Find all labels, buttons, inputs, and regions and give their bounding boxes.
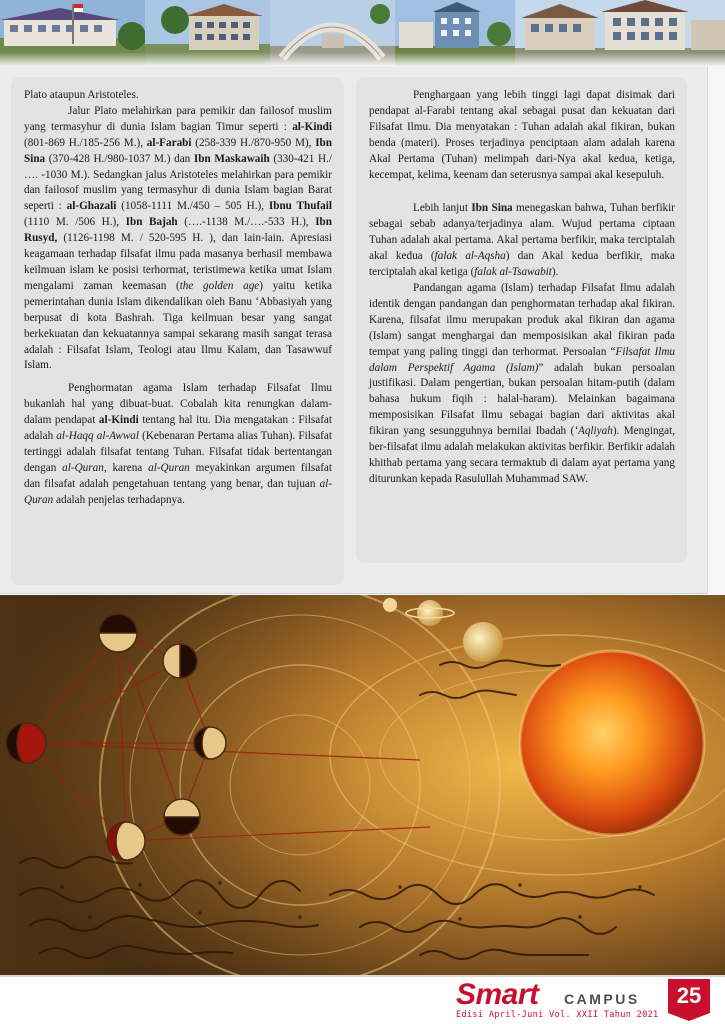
paragraph-al-farabi: Penghargaan yang lebih tinggi lagi dapat disimak dari pendapat al-Farabi tentang akal sebagai pusat dan kekuatan dari Filsafat Ilmu. Dia menyatakan : Tuhan adalah akal fikiran, bukan benda (materi). Proses terjadinya penciptaan alam adalah karena Akal Pertama (Tuhan) melimpah dari-Nya akal kedua, ketiga, kecempat, kelima, keenam dan seterusnya sampai akal kesepuluh. [369, 89, 675, 181]
text-run: menegaskan bahwa, Tuhan berfikir sebagai sebab adanya/terjadinya alam. Wujud pertama ciptaan Tuhan adalah akal pertama. Akal pertama berfikir, maka terciptalah akal kedua ( [369, 202, 675, 263]
paragraph-ibn-sina [369, 201, 675, 281]
term-aqliyah: ‘Aqliyah [574, 425, 613, 438]
text-run: , karena [103, 461, 149, 474]
text-run: Lebih lanjut [413, 202, 472, 215]
text-run: meyakinkan argumen filsafat dan filsafat adalah pengetahuan tentang yang benar, dan tujuan [24, 461, 332, 490]
text-run: ). [551, 266, 559, 279]
text-run: ” adalah bukan persoalan justifikasi. Dalam pengertian, bukan persoalan hitam-putih (dalam bahasa hukum fiqih : halal-haram). Melainkan bagaimana memposisikan Filsafat Ilmu sebagai bagian dari aktivitas akal fikiran yang sesungguhnya bernilai Ibadah ( [369, 361, 675, 438]
name-al-kindi: al-Kindi [98, 414, 139, 427]
name-ibnu-thufail: Ibnu Thufail [268, 200, 332, 213]
text-run: tentang hal itu. Dia mengatakan : Filsafat adalah [24, 414, 332, 443]
name-al-kindi: al-Kindi [292, 120, 332, 133]
text-run: Pandangan agama (Islam) terhadap Filsafat Ilmu adalah identik dengan pandangan dan penghormatan terhadap akal fikiran. Karena, filsafat ilmu merupakan produk akal fikiran dan agama (Islam) sangat menghargai dan memposisikan akal fikiran pada tempat yang paling tinggi dan terhormat. Persoalan “ [369, 281, 675, 358]
name-ibn-sina: Ibn Sina [471, 202, 513, 215]
paragraph-plato-aristoteles [24, 104, 332, 374]
term-al-quran: al-Quran [24, 477, 332, 506]
term-al-quran: al-Quran [148, 461, 190, 474]
text-run: adalah penjelas terhadapnya. [53, 493, 185, 506]
paragraph-pandangan-agama [369, 281, 675, 488]
text-run: (330-421 H./ …. -1030 M.). Sedangkan jalus Aristoteles melahirkan para pemikir dan failosof muslim yang termasyhur di dunia Islam bagian Barat seperti : [24, 152, 333, 213]
name-ibn-maskawaih: Ibn Maskawaih [193, 152, 270, 165]
term-falak-al-aqsha: falak al-Aqsha [434, 250, 506, 263]
name-al-farabi: al-Farabi [146, 136, 192, 149]
text-run: ) yaitu ketika pemerintahan dunia Islam dikendalikan oleh Banu ‘Abbasiyah yang berpusat di kota Bashrah. Tiga keilmuan besar yang sangat berkekuatan dan kekuatannya sampai sekarang masih sangat terasa adalah : Filsafat Islam, Teologi atau Ilmu Kalam, dan Tasawwuf Islam. [24, 279, 332, 372]
brand-smart-word: Smart [456, 978, 539, 1011]
text-run: ) dan Akal kedua berfikir, maka terciptalah akal ketiga ( [369, 250, 675, 279]
text-run: (370-428 H./980-1037 M.) dan [45, 152, 194, 165]
text-run: Jalur Plato melahirkan para pemikir dan failosof muslim yang termasyhur di dunia Islam bagian Timur seperti : [24, 104, 332, 133]
name-al-ghazali: al-Ghazali [66, 200, 117, 213]
footer-divider [0, 975, 725, 977]
term-falak-al-tsawabit: falak al-Tsawabit [474, 266, 552, 279]
text-run: (1110 M. /506 H.), [24, 216, 126, 229]
text-run: (1058-1111 M./450 – 505 H.), [116, 200, 269, 213]
smart-campus-logo [456, 979, 666, 1009]
name-ibn-sina: Ibn Sina [24, 136, 332, 165]
brand-campus-word: CAMPUS [564, 991, 640, 1007]
left-text-column [11, 77, 344, 585]
term-al-haqq-al-awwal: al-Haqq al-Awwal [56, 430, 139, 443]
header-photo-strip [0, 0, 725, 66]
text-run: (258-339 H./870-950 M), [191, 136, 316, 149]
text-run: (801-869 H./185-256 M.), [24, 136, 147, 149]
text-run: Penghormatan agama Islam terhadap Filsafat Ilmu bukanlah hal yang dibuat-buat. Cobalah kita renungkan dalam-dalam pendapat [24, 382, 332, 427]
term-filsafat-ilmu-perspektif: Filsafat Ilmu dalam Perspektif Agama (Islam) [369, 345, 675, 374]
name-ibn-rusyd: Ibn Rusyd, [24, 216, 332, 245]
astronomy-manuscript-illustration [0, 595, 725, 975]
header-fade [0, 52, 725, 66]
page-footer [0, 975, 725, 1024]
page-number: 25 [668, 979, 710, 1013]
edition-info: Edisi April-Juni Vol. XXII Tahun 2021 [456, 1010, 659, 1020]
text-run: (Kebenaran Pertama alias Tuhan). Filsafat tertinggi adalah filsafat tentang Tuhan. Filsafat tidak bertentangan dengan [24, 430, 332, 474]
name-ibn-bajah: Ibn Bajah [125, 216, 178, 229]
text-run: ). Mengingat, ber-filsafat ilmu adalah melakukan aktivitas berfikir. Berfikir adalah khithab pertama yang secara termaktub di dalam ayat pertama yang diturunkan kepada Rasulullah Muhammad SAW. [369, 425, 675, 485]
text-run: (….-1138 M./….-533 H.), [177, 216, 316, 229]
paragraph-penghormatan [24, 381, 332, 508]
text-run: (1126-1198 M. / 520-595 H. ), dan lain-lain. Apresiasi keagamaan terhadap filsafat ilmu pada masanya berhasil membawa keilmuan islam ke posisi terhormat, teristimewa ketika umat Islam mengalami zaman keemasan ( [24, 232, 332, 292]
intro-line: Plato ataupun Aristoteles. [24, 89, 139, 101]
right-text-column [356, 77, 687, 563]
term-al-quran: al-Quran [62, 461, 104, 474]
term-golden-age: the golden age [179, 279, 260, 292]
page-edge-bar [707, 66, 725, 594]
